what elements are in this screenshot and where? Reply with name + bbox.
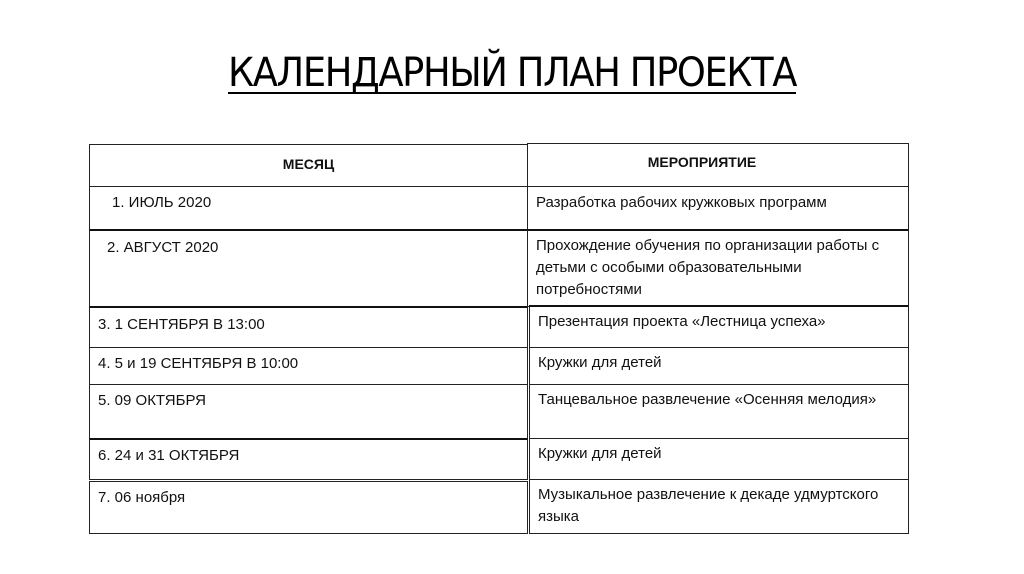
month-cell-5: 5. 09 ОКТЯБРЯ — [89, 384, 528, 439]
page-title: КАЛЕНДАРНЫЙ ПЛАН ПРОЕКТА — [227, 50, 797, 96]
event-cell-6: Кружки для детей — [529, 438, 909, 480]
event-cell-2: Прохождение обучения по организации работы с детьми с особыми образовательными потребностями — [527, 229, 909, 307]
header-month: МЕСЯЦ — [89, 144, 528, 187]
month-cell-1: 1. ИЮЛЬ 2020 — [89, 186, 528, 230]
event-cell-5: Танцевальное развлечение «Осенняя мелодия» — [529, 384, 909, 439]
header-event: МЕРОПРИЯТИЕ — [527, 143, 909, 187]
event-cell-7: Музыкальное развлечение к декаде удмуртского языка — [529, 479, 909, 534]
month-cell-6: 6. 24 и 31 ОКТЯБРЯ — [89, 438, 528, 480]
event-cell-3: Презентация проекта «Лестница успеха» — [529, 305, 909, 348]
month-cell-7: 7. 06 ноября — [89, 481, 528, 534]
month-cell-2: 2. АВГУСТ 2020 — [89, 229, 528, 307]
event-cell-4: Кружки для детей — [529, 347, 909, 385]
month-cell-4: 4. 5 и 19 СЕНТЯБРЯ В 10:00 — [89, 347, 528, 385]
month-cell-3: 3. 1 СЕНТЯБРЯ В 13:00 — [89, 306, 528, 348]
event-cell-1: Разработка рабочих кружковых программ — [527, 186, 909, 230]
